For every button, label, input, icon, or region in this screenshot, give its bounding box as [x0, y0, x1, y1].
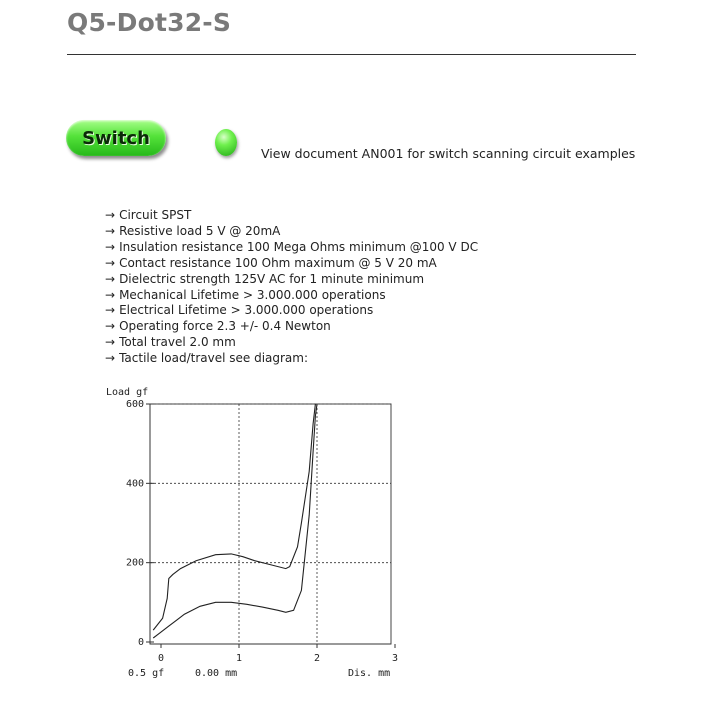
series-line-press: [153, 404, 315, 630]
load-travel-chart: [103, 380, 403, 685]
spec-item: [105, 319, 478, 335]
arrow-icon: →: [105, 223, 116, 238]
y-tick-label: 600: [125, 399, 144, 410]
arrow-icon: →: [105, 351, 116, 366]
spec-text: Contact resistance 100 Ohm maximum @ 5 V 20 mA: [119, 255, 437, 270]
spec-item: [105, 256, 478, 272]
x-axis-label: Dis. mm: [348, 668, 391, 679]
chart-footer-mid: 0.00 mm: [195, 668, 238, 679]
document-reference-note: View document AN001 for switch scanning circuit examples: [261, 146, 636, 161]
spec-text: Resistive load 5 V @ 20mA: [119, 223, 281, 238]
y-tick-label: 400: [125, 478, 144, 490]
x-tick-label: 0: [157, 653, 165, 664]
spec-item: [105, 303, 478, 319]
chart-footer-left: 0.5 gf: [128, 668, 165, 679]
spec-text: Insulation resistance 100 Mega Ohms minimum @100 V DC: [119, 239, 479, 254]
spec-item: [105, 351, 478, 367]
y-tick-label: 0: [137, 637, 144, 648]
spec-text: Operating force 2.3 +/- 0.4 Newton: [119, 319, 331, 334]
spec-list: [105, 208, 478, 367]
tick-labels: [126, 399, 398, 664]
spec-text: Circuit SPST: [119, 208, 192, 222]
arrow-icon: →: [105, 303, 116, 318]
spec-text: Total travel 2.0 mm: [119, 335, 236, 350]
spec-text: Mechanical Lifetime > 3.000.000 operations: [119, 287, 386, 302]
arrow-icon: →: [105, 287, 116, 302]
series-line-release: [153, 404, 317, 638]
y-tick-label: 200: [125, 557, 144, 569]
switch-button[interactable]: Switch: [66, 120, 166, 156]
arrow-icon: →: [105, 335, 116, 350]
series-lines: [153, 404, 317, 638]
y-axis-label: Load gf: [106, 387, 149, 398]
plot-frame: [150, 404, 391, 644]
title-divider: [67, 54, 636, 55]
spec-item: [105, 208, 478, 224]
x-tick-label: 1: [235, 653, 243, 664]
spec-item: [105, 288, 478, 304]
axes: [146, 404, 395, 648]
arrow-icon: →: [105, 319, 116, 334]
spec-text: Tactile load/travel see diagram:: [119, 351, 309, 366]
spec-text: Dielectric strength 125V AC for 1 minute minimum: [119, 271, 425, 286]
arrow-icon: →: [105, 208, 116, 222]
x-tick-label: 2: [313, 653, 321, 664]
spec-item: [105, 224, 478, 240]
spec-text: Electrical Lifetime > 3.000.000 operations: [119, 303, 374, 318]
arrow-icon: →: [105, 239, 116, 254]
spec-item: [105, 240, 478, 256]
spec-item: [105, 335, 478, 351]
x-tick-label: 3: [391, 653, 399, 664]
arrow-icon: →: [105, 271, 116, 286]
page-title: Q5-Dot32-S: [67, 8, 232, 37]
grid-lines: [150, 404, 391, 644]
green-bullet-icon: [215, 129, 237, 156]
arrow-icon: →: [105, 255, 116, 270]
spec-item: [105, 272, 478, 288]
